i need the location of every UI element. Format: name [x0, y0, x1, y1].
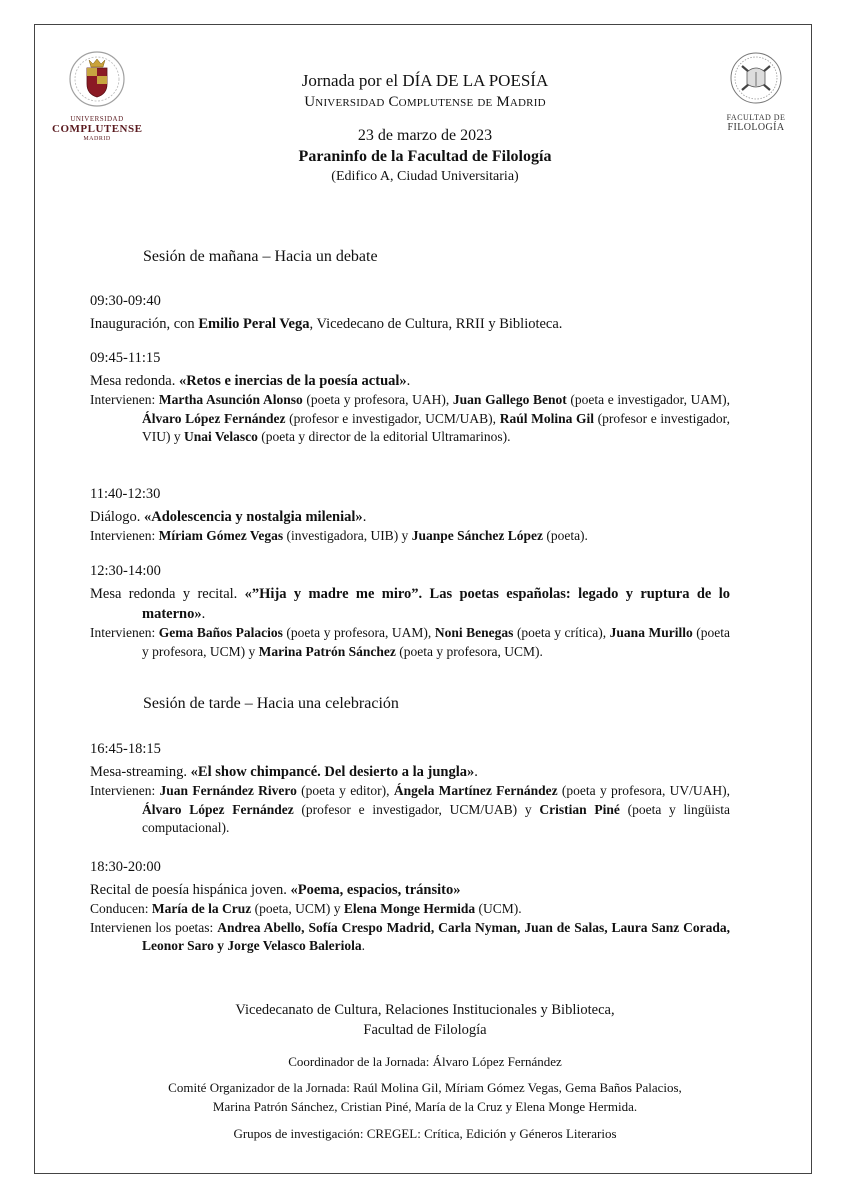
emphasized-text: «”Hija y madre me miro”. Las poetas españolas: legado y ruptura de lo materno»	[142, 586, 730, 622]
emphasized-text: Andrea Abello, Sofía Crespo Madrid, Carla Nyman, Juan de Salas, Laura Sanz Corada, Leonor Saro y Jorge Velasco Baleriola	[142, 919, 730, 953]
afternoon-session-heading: Sesión de tarde – Hacia una celebración	[143, 695, 399, 712]
session-title	[90, 762, 730, 782]
program-block-4	[90, 561, 730, 661]
emphasized-text: Marina Patrón Sánchez	[258, 643, 396, 659]
emphasized-text: Juana Murillo	[609, 625, 693, 640]
ucm-logo-line1: UNIVERSIDAD	[70, 115, 124, 123]
text-run: (poeta y editor),	[296, 783, 394, 798]
session-title	[90, 507, 730, 527]
emphasized-text: Ángela Martínez Fernández	[393, 783, 558, 798]
filologia-emblem-icon	[727, 50, 785, 106]
text-run: (poeta y profesora, UCM).	[395, 643, 543, 659]
text-run: (poeta y profesora, UAM),	[282, 625, 435, 640]
text-run: .	[362, 509, 367, 525]
text-run: (UCM).	[475, 901, 522, 916]
time-slot: 18:30-20:00	[90, 859, 161, 875]
text-run: (poeta y director de la editorial Ultramarinos).	[257, 429, 511, 444]
participants-text	[90, 527, 730, 546]
coordinator-text: Coordinador de la Jornada: Álvaro López Fernández	[288, 1054, 562, 1069]
filologia-logo-line1: FACULTAD DE	[726, 113, 786, 122]
session-title	[90, 880, 730, 900]
text-run: Intervienen:	[90, 392, 159, 407]
time-slot: 09:45-11:15	[90, 350, 161, 366]
emphasized-text: Míriam Gómez Vegas	[158, 528, 284, 543]
session-title	[90, 584, 730, 624]
program-block-2	[90, 348, 730, 447]
program-block-6	[90, 857, 730, 956]
emphasized-text: Noni Benegas	[434, 625, 514, 640]
program-block-1	[90, 291, 730, 334]
committee-lines	[130, 1078, 720, 1116]
ucm-logo-line3: MADRID	[83, 136, 111, 142]
text-run: Diálogo.	[90, 509, 144, 525]
emphasized-text: Unai Velasco	[184, 429, 258, 444]
emphasized-text: Martha Asunción Alonso	[158, 392, 303, 407]
emphasized-text: Gema Baños Palacios	[158, 625, 283, 640]
organizer-line2: Facultad de Filología	[363, 1022, 487, 1038]
ucm-logo-line2: COMPLUTENSE	[52, 123, 143, 135]
text-run: .	[406, 373, 411, 389]
emphasized-text: «Adolescencia y nostalgia milenial»	[143, 509, 363, 525]
event-venue: Paraninfo de la Facultad de Filología	[298, 148, 552, 165]
committee-line2: Marina Patrón Sánchez, Cristian Piné, María de la Cruz y Elena Monge Hermida.	[212, 1099, 638, 1114]
venue-detail: (Edifico A, Ciudad Universitaria)	[331, 169, 519, 184]
filologia-logo-line2: FILOLOGÍA	[727, 122, 785, 133]
coordinator-line	[130, 1052, 720, 1071]
text-run: Mesa redonda.	[90, 373, 179, 389]
participants-text	[90, 900, 730, 919]
text-run: (poeta, UCM) y	[251, 901, 344, 916]
text-run: , Vicedecano de Cultura, RRII y Biblioteca.	[309, 316, 563, 332]
session-title	[90, 314, 730, 334]
emphasized-text: Raúl Molina Gil	[499, 410, 595, 426]
time-slot: 11:40-12:30	[90, 486, 161, 502]
text-run: Intervienen:	[90, 528, 159, 543]
emphasized-text: María de la Cruz	[151, 901, 252, 916]
session-title	[90, 371, 730, 391]
text-run: (investigadora, UIB) y	[283, 528, 412, 543]
text-run: Inauguración, con	[90, 316, 199, 332]
text-run: (poeta e investigador, UAM),	[566, 392, 730, 407]
text-run: (profesor e investigador, UCM/UAB) y	[293, 801, 540, 817]
organizer-line1: Vicedecanato de Cultura, Relaciones Institucionales y Biblioteca,	[235, 1002, 615, 1018]
time-slot: 16:45-18:15	[90, 741, 161, 757]
text-run: (profesor e investigador, UCM/UAB),	[285, 410, 500, 426]
research-line	[130, 1124, 720, 1143]
text-run: (poeta y lingüista computacional).	[142, 801, 731, 835]
emphasized-text: Emilio Peral Vega	[198, 316, 310, 332]
committee-line1: Comité Organizador de la Jornada: Raúl Molina Gil, Míriam Gómez Vegas, Gema Baños Palacios,	[168, 1080, 682, 1095]
emphasized-text: «Retos e inercias de la poesía actual»	[178, 373, 407, 389]
program-block-5	[90, 739, 730, 838]
emphasized-text: Elena Monge Hermida	[343, 901, 476, 916]
emphasized-text: Álvaro López Fernández	[142, 801, 294, 817]
text-run: Mesa redonda y recital.	[90, 586, 245, 602]
ucm-logo	[52, 50, 142, 143]
text-run: (poeta y profesora, UCM) y	[142, 625, 731, 659]
event-date: 23 de marzo de 2023	[357, 127, 493, 144]
text-run: (profesor e investigador, VIU) y	[142, 410, 731, 444]
text-run: (poeta).	[542, 528, 588, 543]
research-text: Grupos de investigación: CREGEL: Crítica, Edición y Géneros Literarios	[233, 1126, 617, 1141]
time-slot: 12:30-14:00	[90, 563, 161, 579]
organizer-footer	[130, 1000, 720, 1040]
participants-text	[90, 919, 730, 956]
university-name: Universidad Complutense de Madrid	[304, 94, 546, 110]
time-slot: 09:30-09:40	[90, 293, 161, 309]
morning-session-heading: Sesión de mañana – Hacia un debate	[143, 248, 378, 265]
text-run: .	[474, 764, 478, 780]
event-title: Jornada por el DÍA DE LA POESÍA	[301, 71, 549, 90]
ucm-coat-of-arms-icon	[67, 50, 127, 108]
emphasized-text: «Poema, espacios, tránsito»	[290, 882, 461, 898]
emphasized-text: Álvaro López Fernández	[142, 410, 286, 426]
text-run: (poeta y profesora, UAH),	[302, 392, 453, 407]
text-run: Recital de poesía hispánica joven.	[90, 882, 291, 898]
emphasized-text: Juanpe Sánchez López	[411, 528, 543, 543]
text-run: (poeta y crítica),	[513, 625, 610, 640]
text-run: Mesa-streaming.	[90, 764, 191, 780]
participants-text	[90, 624, 730, 661]
emphasized-text: Juan Fernández Rivero	[159, 783, 297, 798]
text-run: (poeta y profesora, UV/UAH),	[557, 783, 730, 798]
text-run: .	[361, 938, 365, 953]
filologia-logo	[716, 50, 796, 133]
emphasized-text: «El show chimpancé. Del desierto a la jungla»	[190, 764, 475, 780]
participants-text	[90, 782, 730, 838]
participants-text	[90, 391, 730, 447]
text-run: Intervienen:	[90, 783, 160, 798]
program-block-3	[90, 484, 730, 546]
text-run: .	[201, 606, 206, 622]
text-run: Intervienen los poetas:	[90, 919, 218, 935]
text-run: Conducen:	[90, 901, 152, 916]
text-run: Intervienen:	[90, 625, 159, 640]
emphasized-text: Cristian Piné	[539, 801, 620, 817]
emphasized-text: Juan Gallego Benot	[452, 392, 567, 407]
document-header	[160, 70, 690, 186]
